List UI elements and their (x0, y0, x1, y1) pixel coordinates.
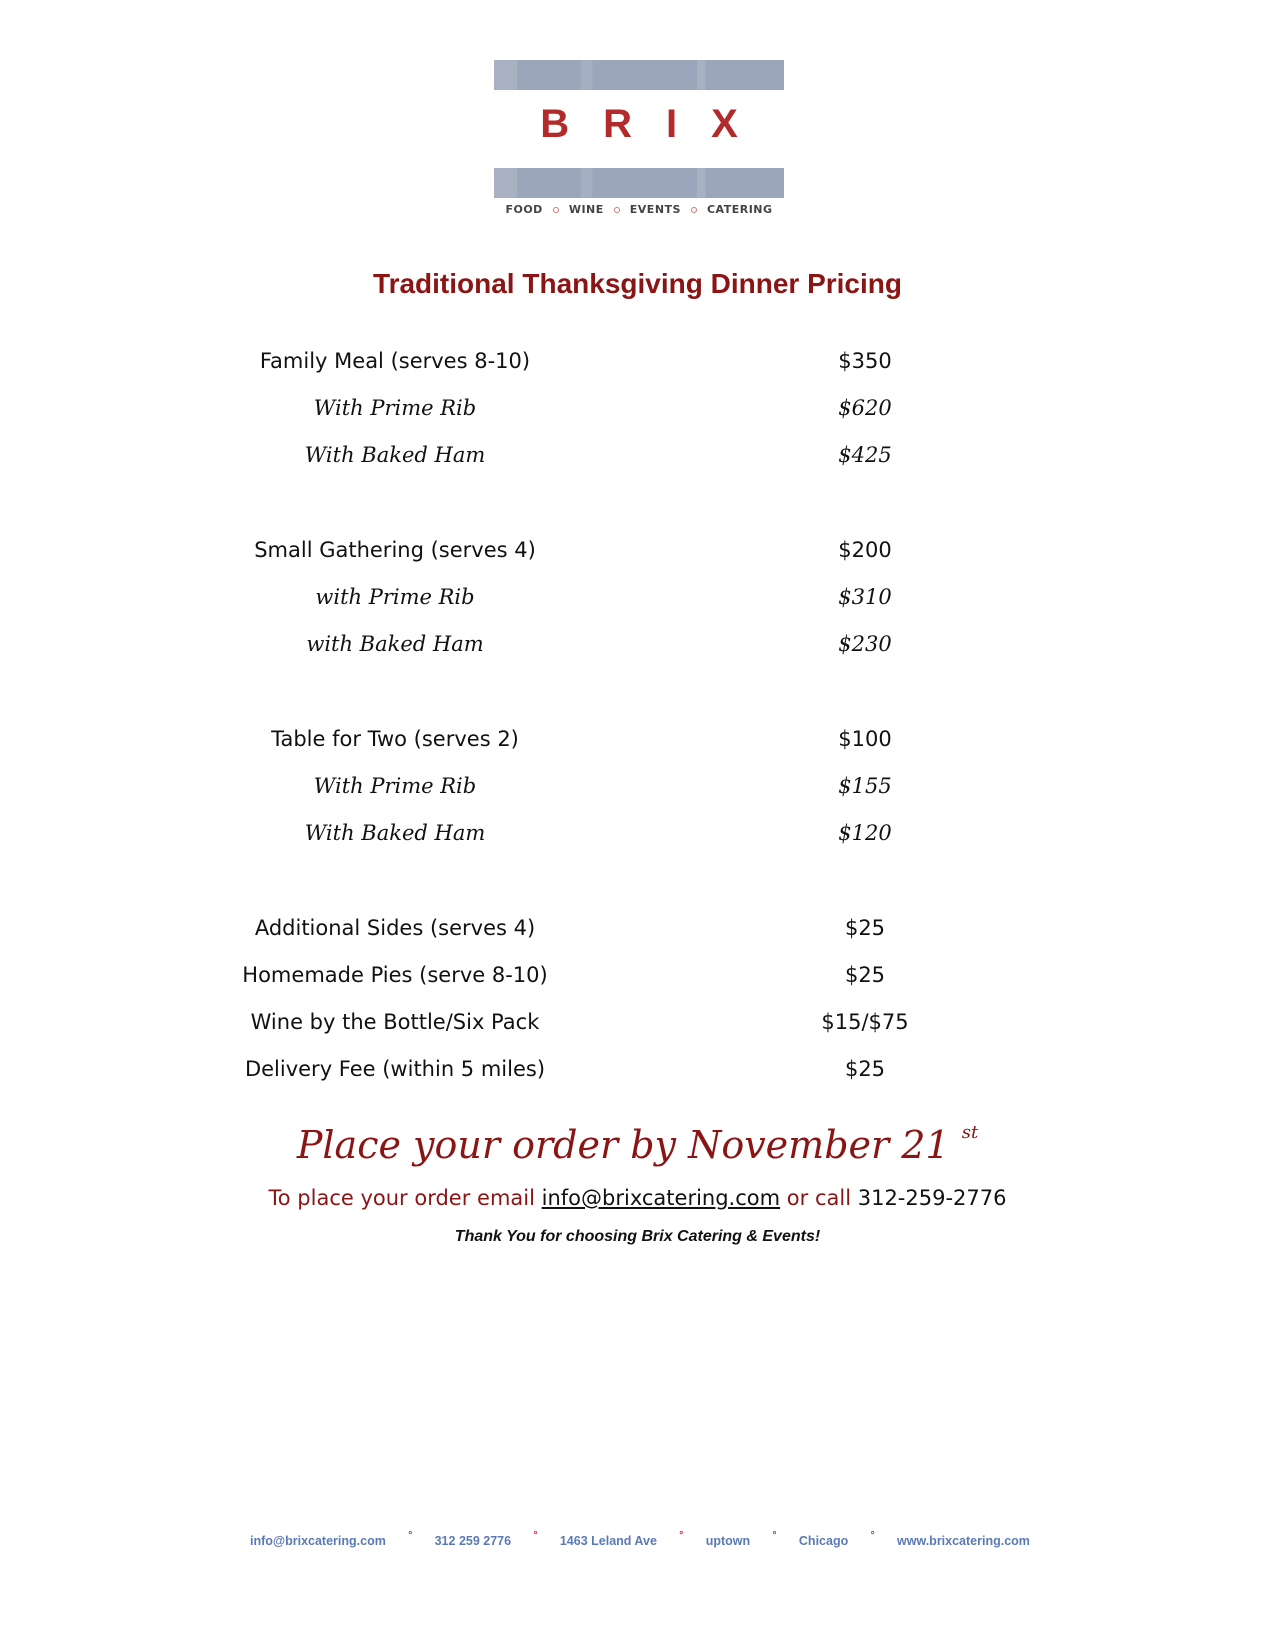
footer-separator: ° (772, 1529, 777, 1541)
item-name: With Prime Rib (313, 396, 477, 420)
brix-logo (494, 60, 784, 220)
price-list (200, 338, 960, 1093)
item-price: $25 (844, 916, 886, 940)
price-row-option (200, 810, 960, 857)
item-name: Table for Two (serves 2) (271, 727, 519, 751)
item-name: Homemade Pies (serve 8-10) (242, 963, 548, 987)
price-row-option (200, 432, 960, 479)
item-name: Delivery Fee (within 5 miles) (244, 1057, 546, 1081)
logo-band-top (494, 60, 784, 90)
item-price: $155 (838, 774, 892, 798)
logo-tagline (494, 203, 784, 216)
item-price: $200 (838, 538, 892, 562)
item-price: $25 (844, 963, 886, 987)
price-row (200, 1046, 960, 1093)
thank-you-note: Thank You for choosing Brix Catering & Events! (454, 1228, 821, 1245)
item-price: $100 (838, 727, 892, 751)
tagline-dot-icon (553, 207, 559, 213)
order-deadline-suffix: st (961, 1122, 979, 1143)
footer-email[interactable]: info@brixcatering.com (250, 1534, 386, 1548)
price-row-option (200, 621, 960, 668)
phone-number: 312-259-2776 (857, 1186, 1007, 1210)
item-price: $310 (838, 585, 892, 609)
logo-wordmark: BRIX (540, 102, 772, 146)
footer-address: 1463 Leland Ave (559, 1534, 657, 1548)
price-row (200, 338, 960, 385)
tagline-wine: WINE (568, 203, 604, 216)
tagline-catering: CATERING (706, 203, 773, 216)
footer-separator: ° (408, 1529, 413, 1541)
item-name: with Prime Rib (315, 585, 475, 609)
tagline-dot-icon (691, 207, 697, 213)
tagline-dot-icon (614, 207, 620, 213)
footer-neighborhood: uptown (705, 1534, 751, 1548)
footer-separator: ° (679, 1529, 684, 1541)
contact-mid: or call (786, 1186, 852, 1210)
price-row (200, 952, 960, 999)
item-price: $425 (838, 443, 892, 467)
logo-band-bottom (494, 168, 784, 198)
item-name: With Baked Ham (304, 821, 486, 845)
price-row-option (200, 763, 960, 810)
contact-prefix: To place your order email (268, 1186, 535, 1210)
price-row (200, 716, 960, 763)
item-name: with Baked Ham (306, 632, 484, 656)
price-row (200, 527, 960, 574)
footer-separator: ° (533, 1529, 538, 1541)
item-price: $350 (838, 349, 892, 373)
page-title: Traditional Thanksgiving Dinner Pricing (373, 268, 902, 299)
order-deadline (0, 1122, 1275, 1167)
email-link[interactable]: info@brixcatering.com (541, 1186, 781, 1210)
item-price: $25 (844, 1057, 886, 1081)
footer-city: Chicago (798, 1534, 849, 1548)
item-name: Wine by the Bottle/Six Pack (250, 1010, 540, 1034)
item-price: $230 (838, 632, 892, 656)
footer (250, 1529, 1030, 1548)
footer-website[interactable]: www.brixcatering.com (897, 1534, 1030, 1548)
order-deadline-text: Place your order by November 21 (296, 1123, 950, 1167)
group-spacer (200, 479, 960, 527)
price-row-option (200, 385, 960, 432)
item-price: $120 (838, 821, 892, 845)
group-spacer (200, 857, 960, 905)
price-row (200, 999, 960, 1046)
item-name: Small Gathering (serves 4) (254, 538, 536, 562)
group-spacer (200, 668, 960, 716)
price-row-option (200, 574, 960, 621)
footer-separator: ° (870, 1529, 875, 1541)
item-name: With Prime Rib (313, 774, 477, 798)
item-name: Additional Sides (serves 4) (254, 916, 536, 940)
price-row (200, 905, 960, 952)
item-name: Family Meal (serves 8-10) (259, 349, 531, 373)
item-name: With Baked Ham (304, 443, 486, 467)
item-price: $620 (838, 396, 892, 420)
tagline-food: FOOD (505, 203, 543, 216)
footer-phone: 312 259 2776 (434, 1534, 512, 1548)
tagline-events: EVENTS (629, 203, 681, 216)
item-price: $15/$75 (821, 1010, 909, 1034)
order-contact (0, 1186, 1275, 1210)
